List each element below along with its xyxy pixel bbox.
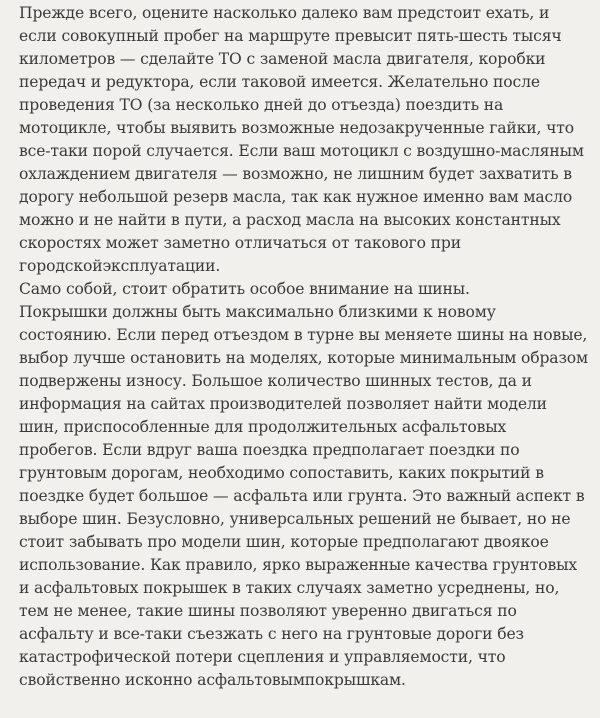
- paragraph-tires-intro: Само собой, стоит обратить особое внимание на шины.: [19, 280, 470, 298]
- article-body: [19, 2, 589, 692]
- paragraph-maintenance: Прежде всего, оцените насколько далеко вам предстоит ехать, и если совокупный пробег на маршруте превысит пять-шесть тысяч километров — сделайте ТО с заменой масла двигателя, коробки передач и редуктора, если таковой имеется. Желательно после проведения ТО (за несколько дней до отъезда) поездить на мотоцикле, чтобы выявить возможные недозакрученные гайки, что все-таки порой случается. Если ваш мотоцикл с воздушно-масляным охлаждением двигателя — возможно, не лишним будет захватить в дорогу небольшой резерв масла, так как нужное именно вам масло можно и не найти в пути, а расход масла на высоких константных скоростях может заметно отличаться от такового при городскойэксплуатации.: [19, 4, 584, 275]
- paragraph-tires-details: Покрышки должны быть максимально близкими к новому состоянию. Если перед отъездом в турне вы меняете шины на новые, выбор лучше остановить на моделях, которые минимальным образом подвержены износу. Большое количество шинных тестов, да и информация на сайтах производителей позволяет найти модели шин, приспособленные для продолжительных асфальтовых пробегов. Если вдруг ваша поездка предполагает поездки по грунтовым дорогам, необходимо сопоставить, каких покрытий в поездке будет большое — асфальта или грунта. Это важный аспект в выборе шин. Безусловно, универсальных решений не бывает, но не стоит забывать про модели шин, которые предполагают двоякое использование. Как правило, ярко выраженные качества грунтовых и асфальтовых покрышек в таких случаях заметно усреднены, но, тем не менее, такие шины позволяют уверенно двигаться по асфальту и все-таки съезжать с него на грунтовые дороги без катастрофической потери сцепления и управляемости, что свойственно исконно асфальтовымпокрышкам.: [19, 303, 589, 689]
